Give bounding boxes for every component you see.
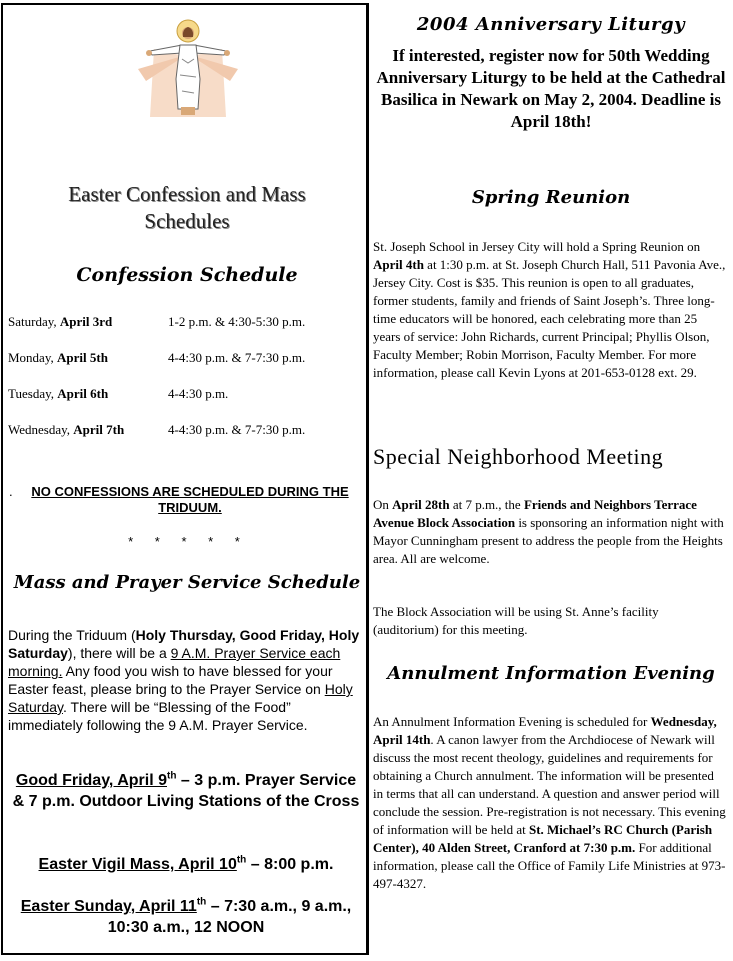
news-column <box>372 0 730 961</box>
schedule-day <box>8 422 124 438</box>
event-details: – 8:00 p.m. <box>246 856 334 873</box>
event-details: – 7:30 a.m., 9 a.m., 10:30 a.m., 12 NOON <box>107 898 352 936</box>
anniversary-body: If interested, register now for 50th Wedding Anniversary Liturgy to be held at the Cathedral Basilica in Newark on May 2, 2004. Deadline is April 18th! <box>376 46 726 131</box>
text-run: . There will be “Blessing of the Food” immediately following the 9 A.M. Prayer Service. <box>8 699 308 733</box>
mass-heading: Mass and Prayer Service Schedule <box>13 572 361 593</box>
day-name: Tuesday, <box>8 386 58 401</box>
day-name: Wednesday, <box>8 422 74 437</box>
text-run: . A canon lawyer from the Archdiocese of Newark will discuss the most recent theology, guidelines and requirements for obtaining a Church annulment. The information will be presented in terms that all can understand. A question and answer period will conclude the session. Pre-registration is not necessary. This evening of information will be held at <box>373 732 726 837</box>
easter-sunday-event <box>8 896 364 938</box>
triduum-paragraph <box>8 626 364 734</box>
ordinal-suffix: th <box>167 770 177 782</box>
day-date: April 6th <box>57 386 109 401</box>
bold-run: Wednesday, April 14th <box>373 714 717 747</box>
event-details: – 3 p.m. Prayer Service & 7 p.m. Outdoor Living Stations of the Cross <box>12 772 360 810</box>
bold-run: April 28th <box>392 497 450 512</box>
schedule-time: 1-2 p.m. & 4:30-5:30 p.m. <box>168 314 306 329</box>
text-run: On <box>373 497 393 512</box>
bold-run: St. Michael’s RC Church (Parish Center), 40 Alden Street, Cranford at 7:30 p.m. <box>373 822 713 855</box>
schedule-day <box>8 386 108 402</box>
ordinal-suffix: th <box>196 896 207 908</box>
ordinal-suffix: th <box>236 854 247 866</box>
easter-vigil-event <box>8 854 364 875</box>
text-run: is sponsoring an information night with Mayor Cunningham present to address the people from the Heights area. All are welcome. <box>373 515 724 566</box>
text-run: For additional information, please call the Office of Family Life Ministries at 973-497-4327. <box>373 840 726 891</box>
schedule-day <box>8 314 112 330</box>
schedule-panel <box>1 3 369 955</box>
underlined-run: Holy Saturday <box>8 681 353 715</box>
risen-christ-illustration <box>136 19 240 119</box>
bold-run: Friends and Neighbors Terrace Avenue Block Association <box>373 497 697 530</box>
main-title <box>13 181 361 235</box>
event-title: Easter Sunday, April 11 <box>20 898 197 915</box>
anniversary-heading: 2004 Anniversary Liturgy <box>416 14 686 35</box>
main-title-line: Easter Confession and Mass <box>68 182 306 206</box>
text-run: St. Joseph School in Jersey City will hold a Spring Reunion on <box>373 239 701 254</box>
text-run: at 1:30 p.m. at St. Joseph Church Hall, 511 Pavonia Ave., Jersey City. Cost is $35. This reunion is open to all graduates, former students, family and friends of Saint Joseph’s. Three long-time educators will be honored, each celebrating more than 25 years of service: John Richards, current Principal; Phyllis Olson, Faculty Member; Robin Morrison, Faculty Member. For more information, please call Kevin Lyons at 201-653-0128 ext. 29. <box>373 257 726 380</box>
text-run: ), there will be a <box>67 645 171 661</box>
underlined-run: 9 A.M. Prayer Service each morning. <box>8 645 341 679</box>
annulment-heading: Annulment Information Evening <box>387 663 715 684</box>
confession-heading: Confession Schedule <box>76 264 298 286</box>
schedule-time: 4-4:30 p.m. & 7-7:30 p.m. <box>168 350 306 365</box>
schedule-time: 4-4:30 p.m. <box>168 386 229 401</box>
day-date: April 3rd <box>59 314 113 329</box>
bold-run: Holy Thursday, Good Friday, Holy Saturday <box>8 627 360 661</box>
separator-stars: * * * * * <box>128 534 242 549</box>
neighborhood-meeting-heading: Special Neighborhood Meeting <box>373 444 664 469</box>
text-run: During the Triduum ( <box>8 627 136 643</box>
text-run: at 7 p.m., the <box>449 497 524 512</box>
event-title: Good Friday, April 9 <box>15 772 167 789</box>
no-confessions-notice <box>9 484 361 516</box>
bold-run: April 4th <box>373 257 424 272</box>
neighborhood-meeting-body <box>373 496 727 568</box>
neighborhood-meeting-note: The Block Association will be using St. Anne’s facility (auditorium) for this meeting. <box>373 604 659 637</box>
good-friday-event <box>8 770 364 812</box>
notice-text: NO CONFESSIONS ARE SCHEDULED DURING THE TRIDUUM. <box>31 484 349 515</box>
spring-reunion-heading: Spring Reunion <box>471 187 631 208</box>
day-date: April 5th <box>57 350 108 365</box>
text-run: An Annulment Information Evening is scheduled for <box>373 714 651 729</box>
text-run: Any food you wish to have blessed for your Easter feast, please bring to the Prayer Service on <box>8 663 333 697</box>
notice-bullet: . <box>9 484 13 499</box>
day-date: April 7th <box>73 422 125 437</box>
day-name: Monday, <box>8 350 57 365</box>
schedule-time: 4-4:30 p.m. & 7-7:30 p.m. <box>168 422 306 437</box>
event-title: Easter Vigil Mass, April 10 <box>38 856 237 873</box>
annulment-body <box>373 713 727 893</box>
day-name: Saturday, <box>8 314 60 329</box>
main-title-line: Schedules <box>144 209 230 233</box>
spring-reunion-body <box>373 238 727 382</box>
schedule-day <box>8 350 108 366</box>
